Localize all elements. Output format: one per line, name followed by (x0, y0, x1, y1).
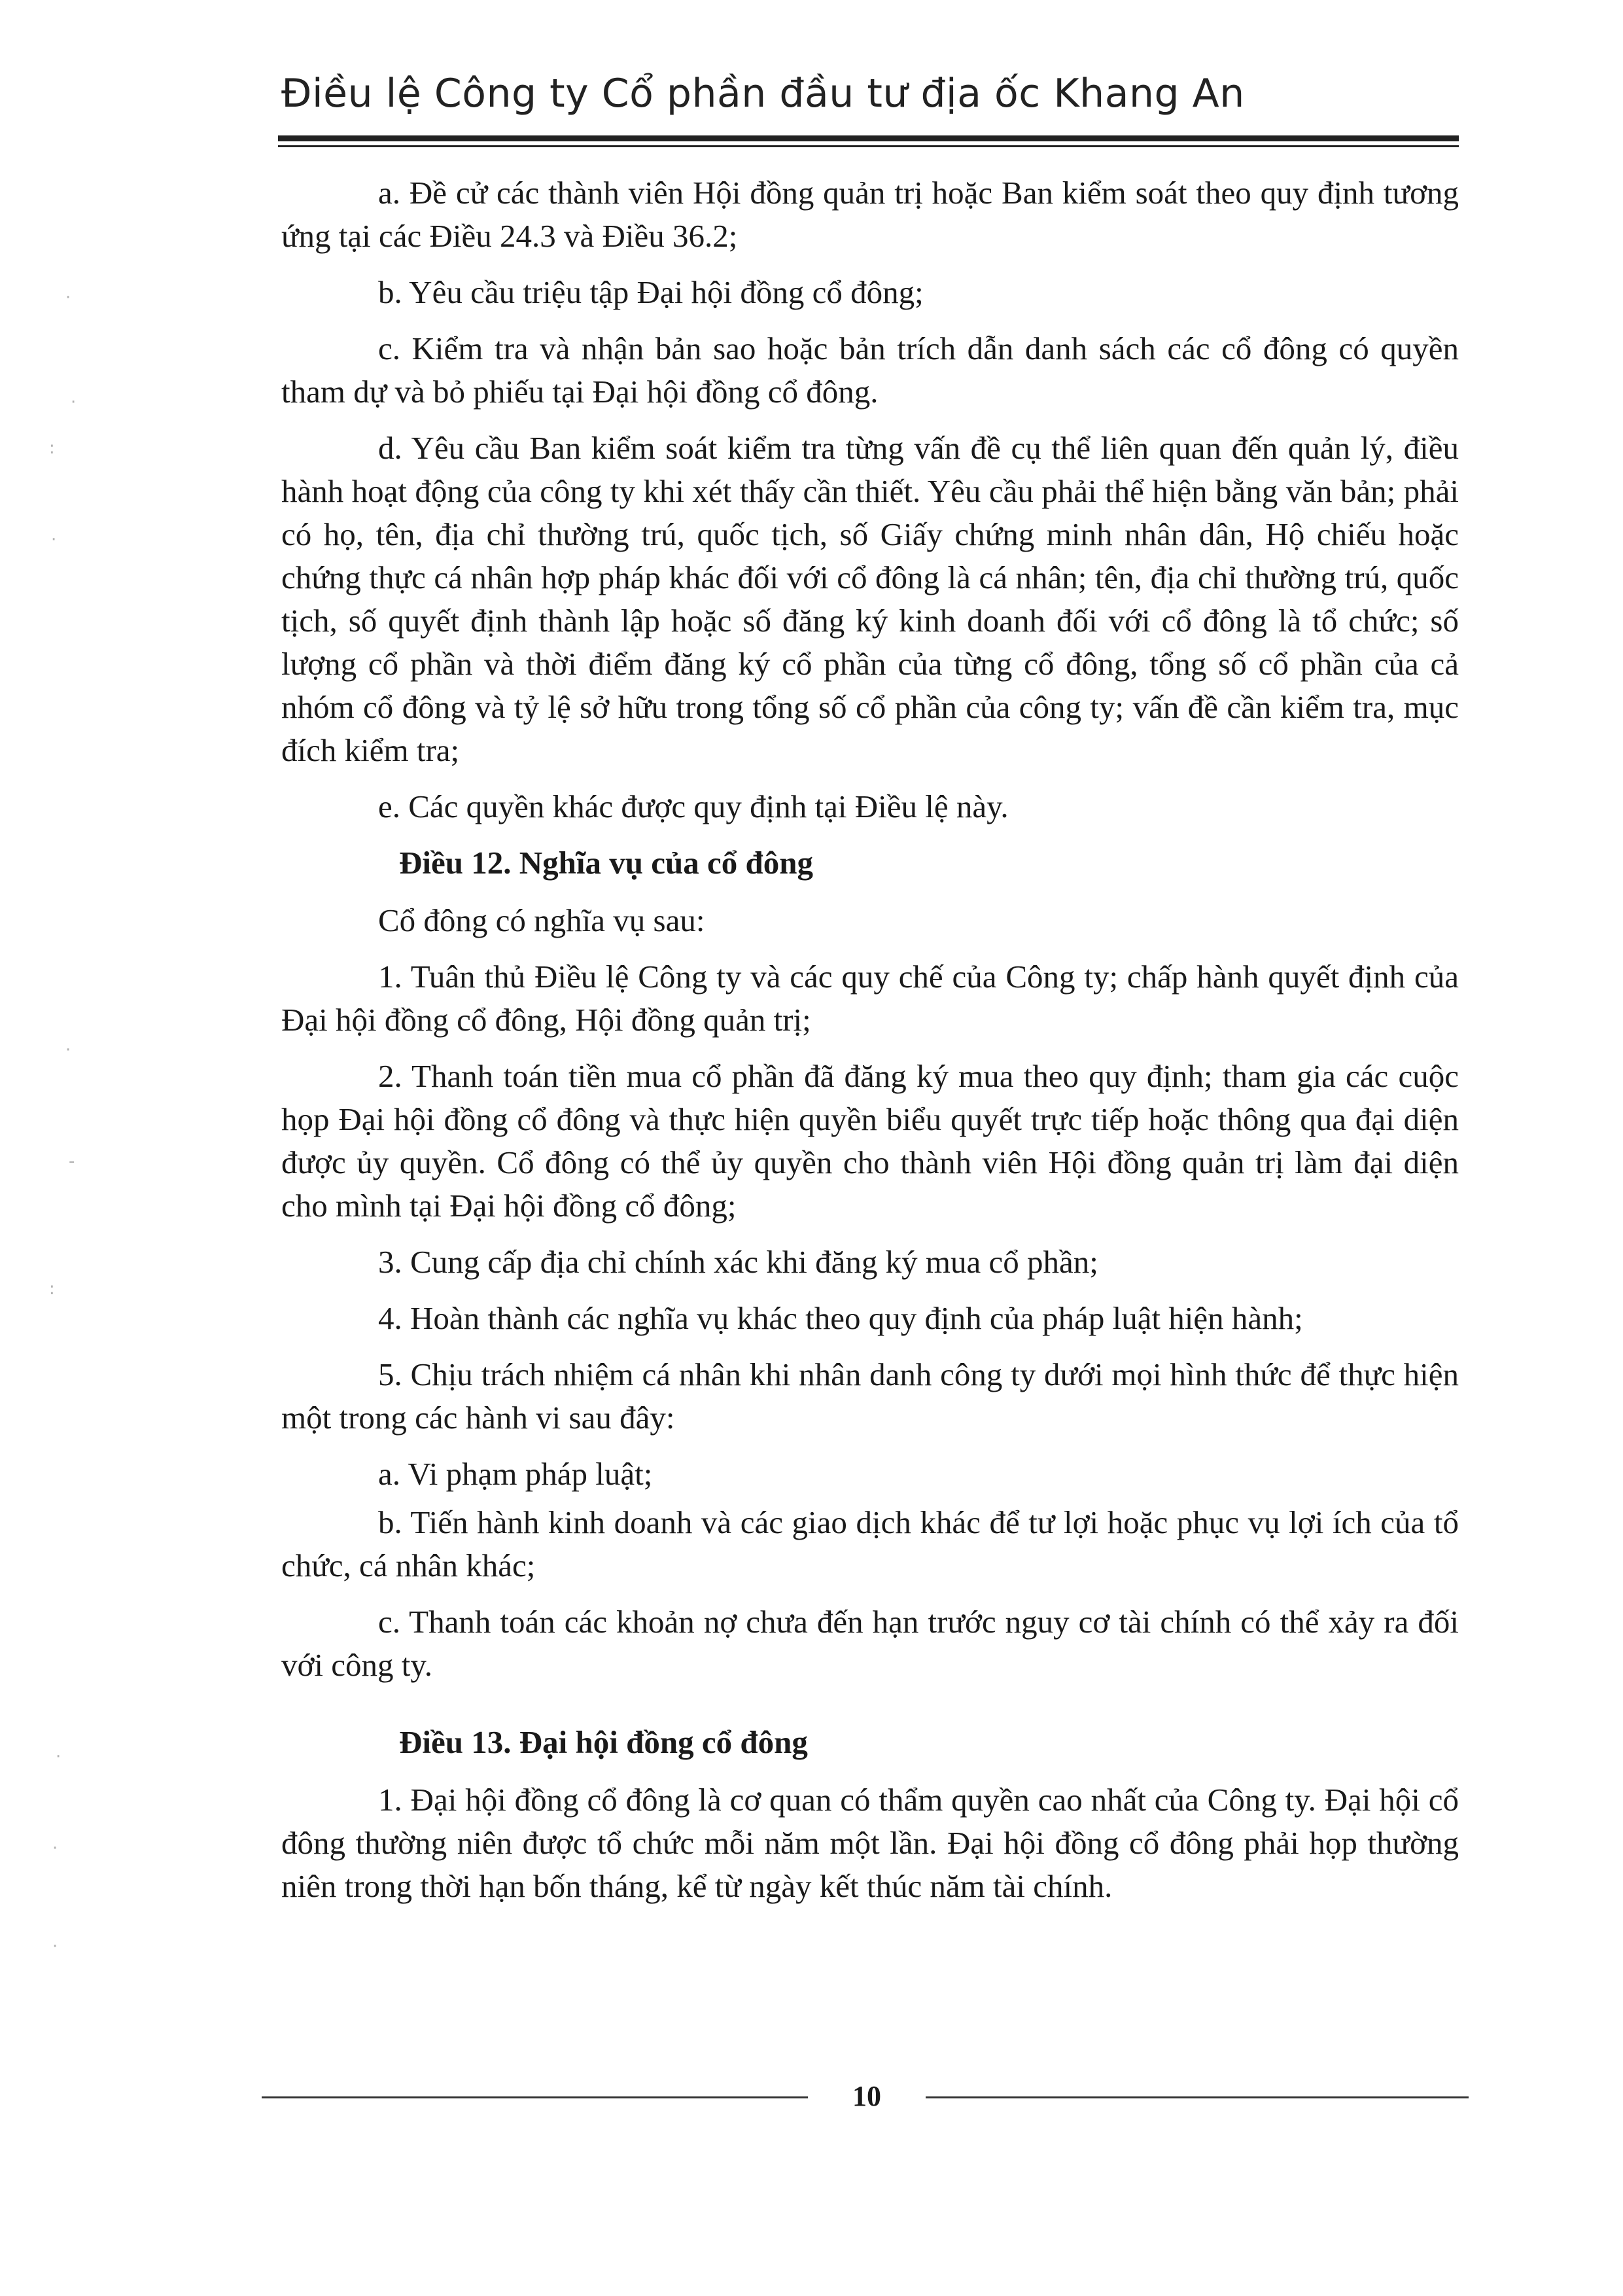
article-13-item-1: 1. Đại hội đồng cổ đông là cơ quan có thẩm quyền cao nhất của Công ty. Đại hội cổ đông thường niên được tổ chức mỗi năm một lần. Đại hội đồng cổ đông phải họp thường niên trong thời hạn bốn tháng, kể từ ngày kết thúc năm tài chính. (281, 1782, 1459, 1904)
page-number: 10 (852, 2080, 881, 2112)
scan-speck: · (65, 288, 71, 308)
scan-speck: · (51, 530, 57, 550)
scan-speck: · (65, 1040, 71, 1060)
article-12-item-5: 5. Chịu trách nhiệm cá nhân khi nhân danh công ty dưới mọi hình thức để thực hiện một trong các hành vi sau đây: (281, 1356, 1459, 1436)
scan-speck: - (69, 1152, 75, 1171)
scan-speck: · (56, 1747, 61, 1767)
article-12-item-5b: b. Tiến hành kinh doanh và các giao dịch khác để tư lợi hoặc phục vụ lợi ích của tổ chức, cá nhân khác; (281, 1504, 1459, 1583)
scan-speck: : (49, 438, 55, 458)
header-double-rule (278, 135, 1459, 147)
page-header-title: Điều lệ Công ty Cổ phần đầu tư địa ốc Khang An (281, 71, 1245, 116)
clause-11-item-d: d. Yêu cầu Ban kiểm soát kiểm tra từng vấn đề cụ thể liên quan đến quản lý, điều hành hoạt động của công ty khi xét thấy cần thiết. Yêu cầu phải thể hiện bằng văn bản; phải có họ, tên, địa chỉ thường trú, quốc tịch, số Giấy chứng minh nhân dân, Hộ chiếu hoặc chứng thực cá nhân hợp pháp khác đối với cổ đông là cá nhân; tên, địa chỉ thường trú, quốc tịch, số quyết định thành lập hoặc số đăng ký kinh doanh đối với cổ đông là tổ chức; số lượng cổ phần và thời điểm đăng ký cổ phần của từng cổ đông, tổng số cổ phần của cả nhóm cổ đông và tỷ lệ sở hữu trong tổng số cổ phần của công ty; vấn đề cần kiểm tra, mục đích kiểm tra; (281, 430, 1459, 768)
clause-11-item-b: b. Yêu cầu triệu tập Đại hội đồng cổ đông; (378, 274, 924, 310)
footer-rule-left (262, 2096, 808, 2098)
footer-rule-right (926, 2096, 1469, 2098)
clause-11-item-a: a. Đề cử các thành viên Hội đồng quản trị hoặc Ban kiểm soát theo quy định tương ứng tại các Điều 24.3 và Điều 36.2; (281, 175, 1459, 254)
document-body (281, 171, 1459, 1921)
clause-11-item-e: e. Các quyền khác được quy định tại Điều lệ này. (378, 788, 1009, 824)
article-12-heading: Điều 12. Nghĩa vụ của cổ đông (399, 845, 814, 881)
article-12-intro: Cổ đông có nghĩa vụ sau: (378, 902, 705, 938)
article-12-item-5c: c. Thanh toán các khoản nợ chưa đến hạn trước nguy cơ tài chính có thể xảy ra đối với công ty. (281, 1604, 1459, 1683)
article-12-item-5a: a. Vi phạm pháp luật; (378, 1456, 653, 1492)
article-12-item-4: 4. Hoàn thành các nghĩa vụ khác theo quy định của pháp luật hiện hành; (378, 1300, 1303, 1336)
article-13-heading: Điều 13. Đại hội đồng cổ đông (399, 1724, 808, 1760)
article-12-item-2: 2. Thanh toán tiền mua cổ phần đã đăng ký mua theo quy định; tham gia các cuộc họp Đại hội đồng cổ đông và thực hiện quyền biểu quyết trực tiếp hoặc thông qua đại diện được ủy quyền. Cổ đông có thể ủy quyền cho thành viên Hội đồng quản trị làm đại diện cho mình tại Đại hội đồng cổ đông; (281, 1058, 1459, 1224)
scan-speck: · (52, 1839, 58, 1858)
page-footer (262, 2077, 1469, 2116)
scan-speck: : (49, 1279, 55, 1299)
article-12-item-1: 1. Tuân thủ Điều lệ Công ty và các quy chế của Công ty; chấp hành quyết định của Đại hội đồng cổ đông, Hội đồng quản trị; (281, 959, 1459, 1038)
clause-11-item-c: c. Kiểm tra và nhận bản sao hoặc bản trích dẫn danh sách các cổ đông có quyền tham dự và bỏ phiếu tại Đại hội đồng cổ đông. (281, 330, 1459, 410)
scan-speck: · (52, 1937, 58, 1956)
scan-speck: · (71, 393, 77, 412)
article-12-item-3: 3. Cung cấp địa chỉ chính xác khi đăng ký mua cổ phần; (378, 1244, 1098, 1280)
